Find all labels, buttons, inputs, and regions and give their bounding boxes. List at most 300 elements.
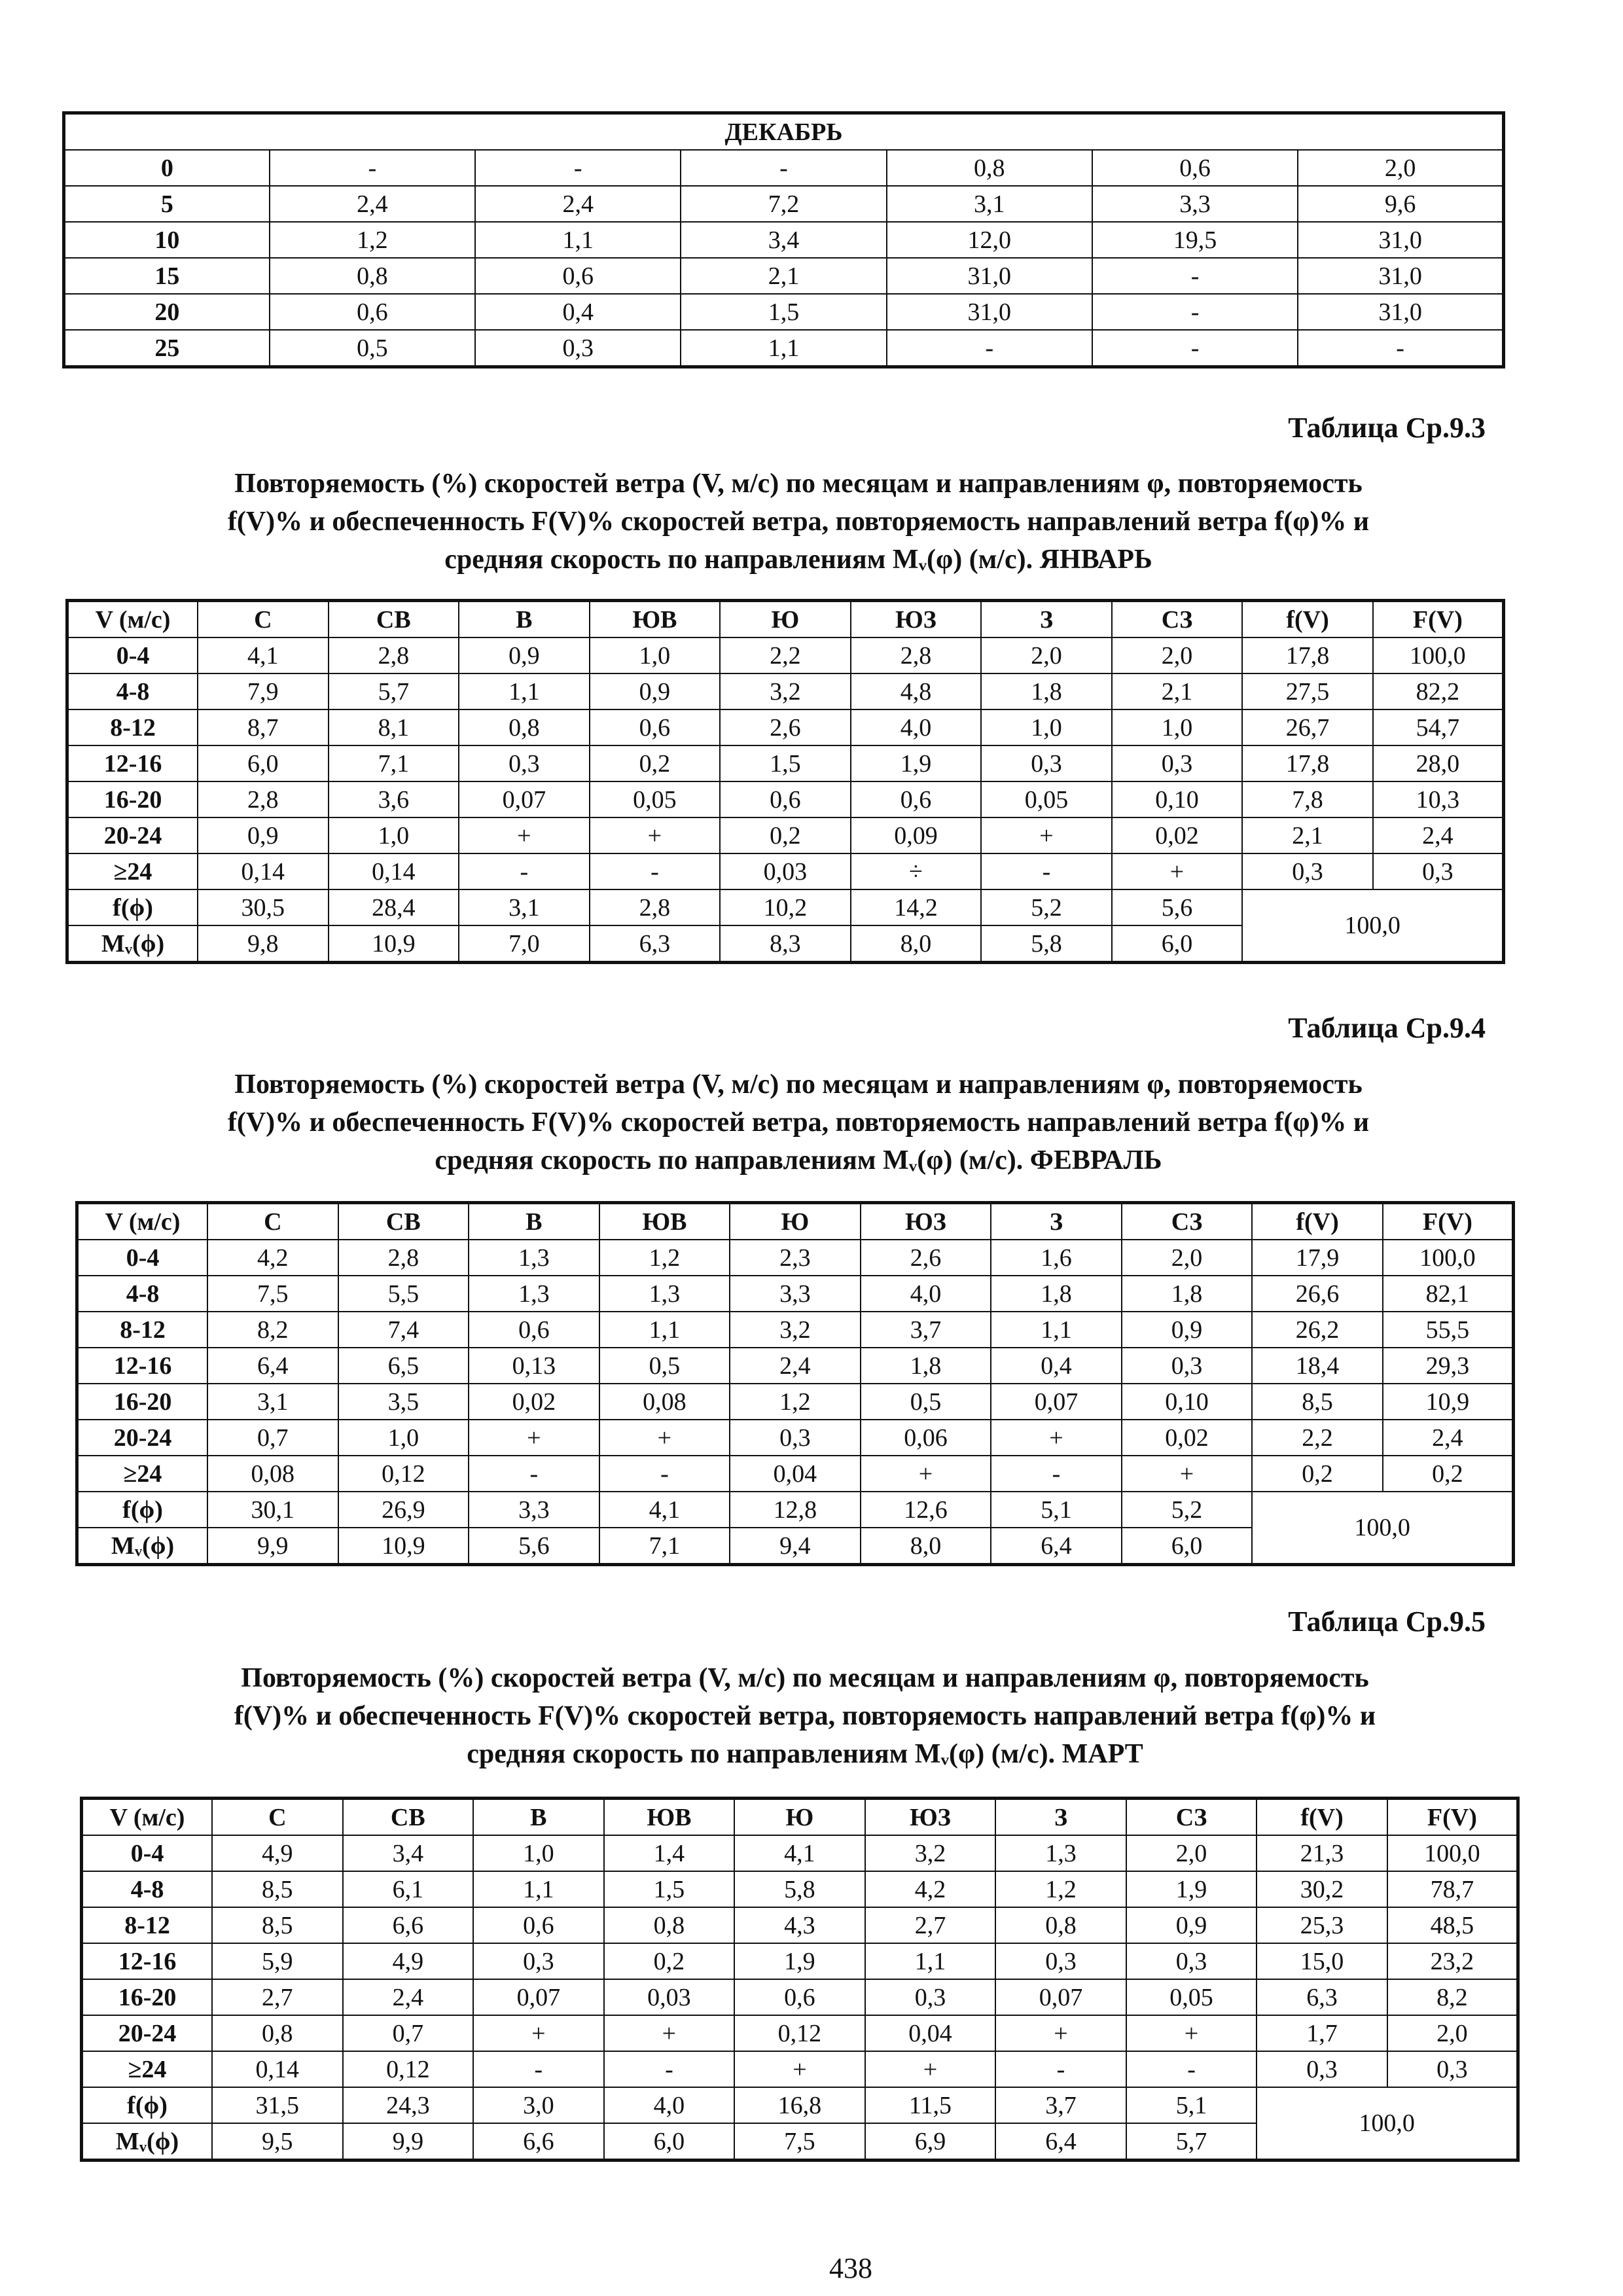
table-row — [64, 294, 1504, 330]
table-cell: 7,8 — [1242, 781, 1373, 817]
table-cell: 0,8 — [212, 2015, 343, 2051]
table-cell: 5,2 — [1122, 1492, 1253, 1528]
table-cell: 0,12 — [734, 2015, 865, 2051]
caption-line: Повторяемость (%) скоростей ветра (V, м/с) по месяцам и направлениям φ, повторяемость — [241, 1663, 1369, 1693]
column-header: З — [995, 1799, 1126, 1836]
table-cell: 2,7 — [865, 1907, 996, 1943]
table-cell: 1,0 — [329, 817, 459, 853]
table-cell: 2,8 — [590, 889, 721, 925]
table-cell: 2,4 — [1383, 1420, 1514, 1456]
table-cell: 6,4 — [995, 2123, 1126, 2161]
table-cell: 0,08 — [599, 1384, 730, 1420]
table-cell: 4,2 — [207, 1240, 338, 1276]
table-cell: 1,3 — [469, 1240, 599, 1276]
f-phi-row — [77, 1492, 1514, 1528]
table-cell: 0,05 — [981, 781, 1112, 817]
row-header-cell: 20-24 — [67, 817, 198, 853]
table-cell: - — [995, 2051, 1126, 2087]
table-cell: 1,4 — [604, 1835, 735, 1871]
row-header-cell: ≥24 — [67, 853, 198, 889]
table-cell: - — [887, 330, 1092, 367]
table-cell: 26,7 — [1242, 709, 1373, 745]
table-cell: 2,0 — [1122, 1240, 1253, 1276]
table-cell: 5,1 — [991, 1492, 1122, 1528]
table-cell: 0,3 — [1242, 853, 1373, 889]
december-rows — [64, 150, 1504, 367]
table-row — [67, 853, 1504, 889]
table-cell: 0,7 — [343, 2015, 474, 2051]
table-cell: 55,5 — [1383, 1312, 1514, 1348]
row-header-cell: ≥24 — [82, 2051, 213, 2087]
column-header: З — [991, 1203, 1122, 1240]
row-header-cell: 15 — [64, 258, 270, 294]
table-cell: - — [1298, 330, 1503, 367]
table-cell: 0,3 — [730, 1420, 861, 1456]
table-cell: 2,4 — [730, 1348, 861, 1384]
column-header: В — [459, 601, 590, 638]
table-cell: 1,8 — [981, 673, 1112, 709]
table-cell: 7,5 — [734, 2123, 865, 2161]
table-cell: + — [734, 2051, 865, 2087]
table-cell: 4,0 — [604, 2087, 735, 2123]
table-cell: 6,0 — [1122, 1528, 1253, 1565]
table-cell: 0,2 — [720, 817, 851, 853]
table-cell: 0,8 — [270, 258, 475, 294]
table-cell: 1,0 — [338, 1420, 469, 1456]
table-cell: 5,6 — [469, 1528, 599, 1565]
table-cell: 26,2 — [1252, 1312, 1383, 1348]
table-cell: 4,0 — [851, 709, 982, 745]
row-header-cell: 4-8 — [67, 673, 198, 709]
table-cell: 21,3 — [1257, 1835, 1387, 1871]
table-cell: 1,9 — [1126, 1871, 1257, 1907]
table-cell: 9,9 — [207, 1528, 338, 1565]
table-cell: 0,3 — [1112, 745, 1243, 781]
caption-line: f(V)% и обеспеченность F(V)% скоростей ветра, повторяемость направлений ветра f(φ)% и — [234, 1701, 1376, 1731]
table-cell: 1,2 — [599, 1240, 730, 1276]
table-row — [67, 745, 1504, 781]
table-cell: 0,9 — [1122, 1312, 1253, 1348]
column-header: F(V) — [1373, 601, 1504, 638]
table-cell: 0,02 — [1112, 817, 1243, 853]
table-row — [77, 1456, 1514, 1492]
table-cell: 100,0 — [1383, 1240, 1514, 1276]
table-cell: 1,3 — [599, 1276, 730, 1312]
table-cell: 9,5 — [212, 2123, 343, 2161]
table-cell: 1,2 — [730, 1384, 861, 1420]
table-cell: 3,4 — [343, 1835, 474, 1871]
table-cell: 1,1 — [681, 330, 886, 367]
table-cell: 8,2 — [207, 1312, 338, 1348]
table-cell: 0,07 — [473, 1979, 604, 2015]
table-cell: 2,6 — [720, 709, 851, 745]
table-cell: 4,9 — [343, 1943, 474, 1979]
table-cell: 100,0 — [1387, 1835, 1518, 1871]
table-cell: + — [865, 2051, 996, 2087]
mv-label: Mᵥ(ϕ) — [67, 925, 198, 963]
table-cell: 3,6 — [329, 781, 459, 817]
table-cell: 10,9 — [338, 1528, 469, 1565]
table-cell: 2,4 — [270, 186, 475, 222]
table-cell: 31,0 — [887, 258, 1092, 294]
row-header-cell: 12-16 — [77, 1348, 208, 1384]
table-cell: 0,6 — [851, 781, 982, 817]
table-cell: - — [1126, 2051, 1257, 2087]
row-header-cell: 8-12 — [82, 1907, 213, 1943]
column-header: С — [207, 1203, 338, 1240]
column-header: СВ — [343, 1799, 474, 1836]
table-cell: + — [459, 817, 590, 853]
caption-line: Повторяемость (%) скоростей ветра (V, м/с) по месяцам и направлениям φ, повторяемость — [234, 469, 1363, 499]
total-cell: 100,0 — [1252, 1492, 1513, 1565]
table-cell: 0,8 — [887, 150, 1092, 186]
table-cell: 23,2 — [1387, 1943, 1518, 1979]
table-row — [64, 222, 1504, 258]
f-phi-row — [82, 2087, 1518, 2123]
table-cell: 2,7 — [212, 1979, 343, 2015]
table-cell: 1,1 — [599, 1312, 730, 1348]
table-cell: 7,0 — [459, 925, 590, 963]
table-cell: - — [469, 1456, 599, 1492]
table-cell: 6,4 — [207, 1348, 338, 1384]
table-caption-9-4 — [79, 1066, 1518, 1179]
row-header-cell: 8-12 — [77, 1312, 208, 1348]
table-cell: 0,04 — [730, 1456, 861, 1492]
column-header: f(V) — [1242, 601, 1373, 638]
column-header: СВ — [338, 1203, 469, 1240]
table-row — [82, 1907, 1518, 1943]
table-cell: 8,5 — [212, 1871, 343, 1907]
column-header: ЮЗ — [865, 1799, 996, 1836]
table-cell: 4,9 — [212, 1835, 343, 1871]
table-cell: 5,9 — [212, 1943, 343, 1979]
table-cell: 0,7 — [207, 1420, 338, 1456]
table-cell: 7,4 — [338, 1312, 469, 1348]
table-cell: 0,3 — [1387, 2051, 1518, 2087]
column-header: СВ — [329, 601, 459, 638]
table-cell: 2,1 — [1112, 673, 1243, 709]
table-cell: 0,6 — [720, 781, 851, 817]
table-cell: 2,0 — [1126, 1835, 1257, 1871]
table-cell: 26,9 — [338, 1492, 469, 1528]
table-cell: 0,06 — [861, 1420, 991, 1456]
table-cell: 0,13 — [469, 1348, 599, 1384]
table-row — [64, 330, 1504, 367]
table-cell: 6,3 — [590, 925, 721, 963]
table-cell: 30,1 — [207, 1492, 338, 1528]
column-header: ЮВ — [604, 1799, 735, 1836]
table-cell: 10,2 — [720, 889, 851, 925]
table-cell: 0,10 — [1112, 781, 1243, 817]
table-cell: 1,1 — [475, 222, 681, 258]
f-phi-row — [67, 889, 1504, 925]
table-cell: 4,8 — [851, 673, 982, 709]
table-cell: 14,2 — [851, 889, 982, 925]
table-cell: 1,0 — [1112, 709, 1243, 745]
table-cell: 3,0 — [473, 2087, 604, 2123]
table-cell: 9,9 — [343, 2123, 474, 2161]
column-header: СЗ — [1122, 1203, 1253, 1240]
table-cell: 30,5 — [198, 889, 329, 925]
table-cell: 8,3 — [720, 925, 851, 963]
table-cell: 5,8 — [981, 925, 1112, 963]
table-cell: 6,1 — [343, 1871, 474, 1907]
table-cell: 4,1 — [198, 637, 329, 673]
table-cell: 0,3 — [1122, 1348, 1253, 1384]
table-cell: 1,1 — [473, 1871, 604, 1907]
table-cell: 4,3 — [734, 1907, 865, 1943]
table-cell: 10,3 — [1373, 781, 1504, 817]
table-cell: + — [1126, 2015, 1257, 2051]
december-table-block — [62, 111, 1505, 368]
table-cell: 0,9 — [1126, 1907, 1257, 1943]
table-label-9-4: Таблица Ср.9.4 — [1288, 1012, 1486, 1044]
table-cell: 6,0 — [1112, 925, 1243, 963]
table-cell: 0,02 — [1122, 1420, 1253, 1456]
table-cell: 18,4 — [1252, 1348, 1383, 1384]
table-cell: 0,3 — [459, 745, 590, 781]
table-cell: 1,9 — [734, 1943, 865, 1979]
table-cell: 1,8 — [991, 1276, 1122, 1312]
table-cell: 31,0 — [1298, 294, 1503, 330]
table-cell: 3,2 — [865, 1835, 996, 1871]
table-cell: 7,5 — [207, 1276, 338, 1312]
table-cell: 6,4 — [991, 1528, 1122, 1565]
row-header-cell: 20 — [64, 294, 270, 330]
column-header: ЮЗ — [861, 1203, 991, 1240]
table-row — [64, 258, 1504, 294]
table-cell: 8,5 — [212, 1907, 343, 1943]
row-header-cell: ≥24 — [77, 1456, 208, 1492]
table-cell: 0,2 — [1383, 1456, 1514, 1492]
table-cell: 48,5 — [1387, 1907, 1518, 1943]
column-header: V (м/с) — [82, 1799, 213, 1836]
row-header-cell: 8-12 — [67, 709, 198, 745]
table-cell: 3,7 — [995, 2087, 1126, 2123]
table-cell: 17,8 — [1242, 637, 1373, 673]
f-phi-label: f(ϕ) — [82, 2087, 213, 2123]
table-row — [77, 1384, 1514, 1420]
table-cell: 12,8 — [730, 1492, 861, 1528]
column-header: Ю — [734, 1799, 865, 1836]
wind-table-january-block — [65, 599, 1505, 964]
table-cell: 0,12 — [338, 1456, 469, 1492]
table-cell: 7,2 — [681, 186, 886, 222]
row-header-cell: 4-8 — [77, 1276, 208, 1312]
table-cell: 6,6 — [473, 2123, 604, 2161]
table-cell: 8,0 — [861, 1528, 991, 1565]
row-header-cell: 12-16 — [82, 1943, 213, 1979]
wind-table-march — [80, 1797, 1520, 2162]
table-cell: 0,4 — [475, 294, 681, 330]
table-cell: + — [604, 2015, 735, 2051]
table-row — [67, 709, 1504, 745]
table-cell: 1,9 — [851, 745, 982, 781]
table-row — [67, 673, 1504, 709]
table-cell: 0,3 — [473, 1943, 604, 1979]
table-cell: 3,4 — [681, 222, 886, 258]
table-cell: 0,14 — [212, 2051, 343, 2087]
table-header-row — [67, 601, 1504, 638]
table-cell: 6,6 — [343, 1907, 474, 1943]
row-header-cell: 0-4 — [67, 637, 198, 673]
table-cell: 0,07 — [991, 1384, 1122, 1420]
table-cell: 7,1 — [329, 745, 459, 781]
table-cell: 1,3 — [995, 1835, 1126, 1871]
table-cell: 54,7 — [1373, 709, 1504, 745]
table-cell: 0,5 — [599, 1348, 730, 1384]
table-cell: 5,7 — [1126, 2123, 1257, 2161]
table-cell: 1,2 — [270, 222, 475, 258]
table-cell: 0,3 — [995, 1943, 1126, 1979]
table-cell: 1,1 — [459, 673, 590, 709]
table-header-row — [82, 1799, 1518, 1836]
table-cell: 31,5 — [212, 2087, 343, 2123]
table-cell: 9,8 — [198, 925, 329, 963]
table-cell: + — [1122, 1456, 1253, 1492]
table-cell: - — [1092, 294, 1298, 330]
caption-line: f(V)% и обеспеченность F(V)% скоростей ветра, повторяемость направлений ветра f(φ)% и — [227, 507, 1370, 537]
table-row — [82, 2051, 1518, 2087]
table-cell: 1,0 — [590, 637, 721, 673]
table-cell: - — [590, 853, 721, 889]
column-header: Ю — [720, 601, 851, 638]
table-cell: 2,2 — [720, 637, 851, 673]
table-cell: 0,5 — [861, 1384, 991, 1420]
mv-label: Mᵥ(ϕ) — [77, 1528, 208, 1565]
table-row — [77, 1348, 1514, 1384]
table-cell: 3,5 — [338, 1384, 469, 1420]
table-caption-9-5 — [79, 1659, 1531, 1773]
column-header: ЮВ — [590, 601, 721, 638]
table-cell: 6,0 — [198, 745, 329, 781]
caption-line: средняя скорость по направлениям Mᵥ(φ) (м/с). ФЕВРАЛЬ — [435, 1145, 1162, 1175]
row-header-cell: 10 — [64, 222, 270, 258]
table-caption-9-3 — [79, 465, 1518, 579]
table-cell: 0,6 — [734, 1979, 865, 2015]
table-cell: 0,03 — [720, 853, 851, 889]
page-number: 438 — [829, 2252, 872, 2284]
table-cell: 0,2 — [1252, 1456, 1383, 1492]
table-cell: 0,07 — [995, 1979, 1126, 2015]
table-cell: 0,14 — [198, 853, 329, 889]
table-row — [64, 150, 1504, 186]
table-cell: - — [459, 853, 590, 889]
table-cell: 24,3 — [343, 2087, 474, 2123]
table-cell: 1,7 — [1257, 2015, 1387, 2051]
wind-table-february — [75, 1201, 1515, 1566]
row-header-cell: 16-20 — [82, 1979, 213, 2015]
table-cell: + — [1112, 853, 1243, 889]
f-phi-label: f(ϕ) — [67, 889, 198, 925]
table-cell: 2,6 — [861, 1240, 991, 1276]
table-cell: 100,0 — [1373, 637, 1504, 673]
table-cell: 0,3 — [475, 330, 681, 367]
column-header: В — [473, 1799, 604, 1836]
table-cell: 27,5 — [1242, 673, 1373, 709]
table-cell: + — [599, 1420, 730, 1456]
row-header-cell: 25 — [64, 330, 270, 367]
table-cell: 0,04 — [865, 2015, 996, 2051]
table-cell: 6,3 — [1257, 1979, 1387, 2015]
table-cell: - — [981, 853, 1112, 889]
table-cell: 11,5 — [865, 2087, 996, 2123]
table-cell: ÷ — [851, 853, 982, 889]
table-cell: 2,8 — [851, 637, 982, 673]
column-header: ЮЗ — [851, 601, 982, 638]
table-cell: 0,6 — [590, 709, 721, 745]
wind-table-march-block — [80, 1797, 1520, 2162]
table-row — [67, 637, 1504, 673]
table-cell: 2,4 — [343, 1979, 474, 2015]
table-cell: 1,3 — [469, 1276, 599, 1312]
table-label-9-5: Таблица Ср.9.5 — [1288, 1605, 1486, 1638]
column-header: СЗ — [1112, 601, 1243, 638]
table-cell: 0,9 — [198, 817, 329, 853]
table-cell: 0,09 — [851, 817, 982, 853]
table-cell: 82,2 — [1373, 673, 1504, 709]
table-cell: 12,6 — [861, 1492, 991, 1528]
column-header: V (м/с) — [67, 601, 198, 638]
table-cell: 31,0 — [1298, 258, 1503, 294]
caption-line: f(V)% и обеспеченность F(V)% скоростей ветра, повторяемость направлений ветра f(φ)% и — [227, 1107, 1370, 1138]
table-cell: 5,7 — [329, 673, 459, 709]
column-header: С — [212, 1799, 343, 1836]
table-cell: 5,6 — [1112, 889, 1243, 925]
table-cell: 1,5 — [720, 745, 851, 781]
table-cell: 7,9 — [198, 673, 329, 709]
table-cell: + — [981, 817, 1112, 853]
table-cell: 3,1 — [459, 889, 590, 925]
mv-label: Mᵥ(ϕ) — [82, 2123, 213, 2161]
table-cell: 8,0 — [851, 925, 982, 963]
table-cell: 0,10 — [1122, 1384, 1253, 1420]
table-cell: 17,8 — [1242, 745, 1373, 781]
table-cell: 2,8 — [329, 637, 459, 673]
table-cell: 5,8 — [734, 1871, 865, 1907]
table-cell: 0,5 — [270, 330, 475, 367]
table-cell: + — [473, 2015, 604, 2051]
table-cell: 10,9 — [1383, 1384, 1514, 1420]
december-table — [62, 111, 1505, 368]
table-cell: 8,1 — [329, 709, 459, 745]
table-cell: 0,6 — [475, 258, 681, 294]
table-cell: 10,9 — [329, 925, 459, 963]
table-cell: 2,1 — [1242, 817, 1373, 853]
table-cell: 0,4 — [991, 1348, 1122, 1384]
caption-line: Повторяемость (%) скоростей ветра (V, м/с) по месяцам и направлениям φ, повторяемость — [234, 1069, 1363, 1100]
table-cell: 2,0 — [1112, 637, 1243, 673]
table-cell: + — [995, 2015, 1126, 2051]
table-row — [77, 1312, 1514, 1348]
table-cell: + — [991, 1420, 1122, 1456]
row-header-cell: 16-20 — [67, 781, 198, 817]
table-cell: 1,5 — [604, 1871, 735, 1907]
table-cell: 0,3 — [981, 745, 1112, 781]
table-cell: 0,2 — [604, 1943, 735, 1979]
table-cell: 25,3 — [1257, 1907, 1387, 1943]
row-header-cell: 0-4 — [77, 1240, 208, 1276]
table-cell: 0,2 — [590, 745, 721, 781]
table-cell: 1,0 — [473, 1835, 604, 1871]
table-cell: 6,5 — [338, 1348, 469, 1384]
column-header: ЮВ — [599, 1203, 730, 1240]
table-cell: 30,2 — [1257, 1871, 1387, 1907]
table-cell: - — [681, 150, 886, 186]
table-cell: 0,02 — [469, 1384, 599, 1420]
column-header: F(V) — [1383, 1203, 1514, 1240]
table-cell: 0,8 — [995, 1907, 1126, 1943]
